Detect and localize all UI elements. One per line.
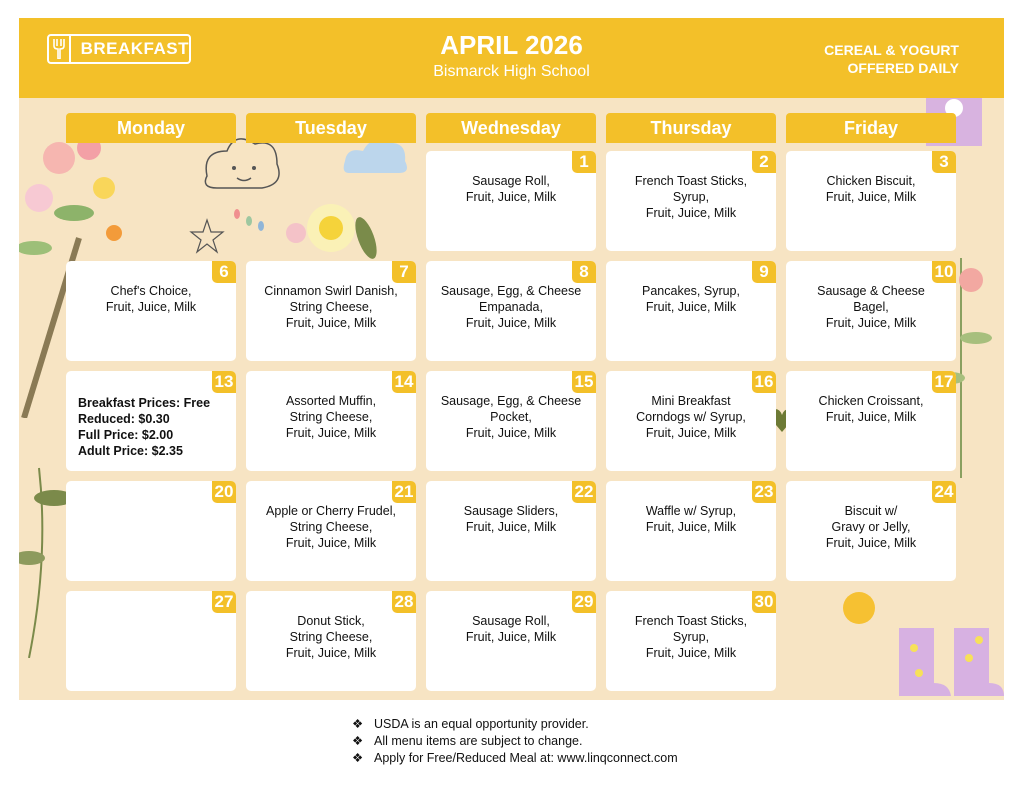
- menu-items: Waffle w/ Syrup, Fruit, Juice, Milk: [645, 504, 737, 534]
- date-number: 6: [212, 261, 236, 283]
- date-number: 8: [572, 261, 596, 283]
- day-cell: [246, 261, 416, 361]
- date-number: 29: [572, 591, 596, 613]
- star-doodle-icon: [189, 218, 225, 254]
- menu-items: Sausage & Cheese Bagel, Fruit, Juice, Milk: [817, 284, 925, 330]
- date-number: 7: [392, 261, 416, 283]
- footer-note: ❖ All menu items are subject to change.: [352, 734, 583, 748]
- date-number: 27: [212, 591, 236, 613]
- day-cell: [66, 591, 236, 691]
- menu-items: Donut Stick, String Cheese, Fruit, Juice, Milk: [285, 614, 377, 660]
- date-number: 2: [752, 151, 776, 173]
- day-cell: [426, 371, 596, 471]
- footer-notes: [352, 716, 678, 767]
- daily-offer-line-1: CEREAL & YOGURT: [824, 42, 959, 58]
- price-line: Adult Price: $2.35: [78, 444, 183, 458]
- day-cell: [246, 481, 416, 581]
- diamond-bullet-icon: ❖: [352, 751, 364, 765]
- day-cell: [66, 481, 236, 581]
- menu-items: Sausage, Egg, & Cheese Pocket, Fruit, Juice, Milk: [440, 394, 582, 440]
- menu-items: Sausage Roll, Fruit, Juice, Milk: [465, 174, 557, 204]
- date-number: 21: [392, 481, 416, 503]
- menu-items: Sausage, Egg, & Cheese Empanada, Fruit, Juice, Milk: [440, 284, 582, 330]
- date-number: 9: [752, 261, 776, 283]
- day-cell: [606, 261, 776, 361]
- footer-note: ❖ Apply for Free/Reduced Meal at: www.linqconnect.com: [352, 751, 678, 765]
- menu-items: Assorted Muffin, String Cheese, Fruit, Juice, Milk: [285, 394, 377, 440]
- date-number: 10: [932, 261, 956, 283]
- day-cell: [786, 151, 956, 251]
- price-line: Reduced: $0.30: [78, 412, 170, 426]
- menu-items: Chef's Choice, Fruit, Juice, Milk: [105, 284, 197, 314]
- date-number: 23: [752, 481, 776, 503]
- menu-items: Sausage Roll, Fruit, Juice, Milk: [465, 614, 557, 644]
- date-number: 1: [572, 151, 596, 173]
- day-cell: [426, 481, 596, 581]
- menu-items: Mini Breakfast Corndogs w/ Syrup, Fruit, Juice, Milk: [636, 394, 746, 440]
- day-cell: [606, 591, 776, 691]
- date-number: 24: [932, 481, 956, 503]
- breakfast-label: BREAKFAST: [80, 39, 189, 58]
- menu-items: Pancakes, Syrup, Fruit, Juice, Milk: [642, 284, 740, 314]
- day-cell: [426, 591, 596, 691]
- date-number: 22: [572, 481, 596, 503]
- diamond-bullet-icon: ❖: [352, 717, 364, 731]
- menu-items: French Toast Sticks, Syrup, Fruit, Juice, Milk: [634, 174, 748, 220]
- day-cell: [246, 591, 416, 691]
- day-cell: [786, 481, 956, 581]
- price-line: Breakfast Prices: Free: [78, 396, 211, 410]
- daily-offer-note: [824, 41, 959, 77]
- menu-items: Sausage Sliders, Fruit, Juice, Milk: [463, 504, 559, 534]
- date-number: 13: [212, 371, 236, 393]
- date-number: 20: [212, 481, 236, 503]
- school-name: Bismarck High School: [433, 63, 590, 80]
- date-number: 3: [932, 151, 956, 173]
- page-title: APRIL 2026: [440, 30, 583, 60]
- day-cell: [606, 371, 776, 471]
- date-number: 30: [752, 591, 776, 613]
- day-cell: [606, 151, 776, 251]
- breakfast-prices: [78, 395, 232, 459]
- footer-note: ❖ USDA is an equal opportunity provider.: [352, 717, 589, 731]
- day-cell: [786, 261, 956, 361]
- day-header-thursday: Thursday: [606, 113, 776, 143]
- date-number: 16: [752, 371, 776, 393]
- day-cell: [426, 261, 596, 361]
- day-cell: [66, 371, 236, 471]
- price-line: Full Price: $2.00: [78, 428, 174, 442]
- date-number: 15: [572, 371, 596, 393]
- date-number: 28: [392, 591, 416, 613]
- day-cell: [786, 371, 956, 471]
- menu-items: Biscuit w/ Gravy or Jelly, Fruit, Juice, Milk: [825, 504, 917, 550]
- day-cell: [426, 151, 596, 251]
- header-banner: [19, 18, 1004, 98]
- day-header-friday: Friday: [786, 113, 956, 143]
- calendar-page: [19, 18, 1004, 700]
- menu-items: Apple or Cherry Frudel, String Cheese, Fruit, Juice, Milk: [266, 504, 396, 550]
- menu-items: Chicken Croissant, Fruit, Juice, Milk: [818, 394, 924, 424]
- day-header-wednesday: Wednesday: [426, 113, 596, 143]
- diamond-bullet-icon: ❖: [352, 734, 364, 748]
- date-number: 17: [932, 371, 956, 393]
- day-cell: [246, 371, 416, 471]
- day-header-tuesday: Tuesday: [246, 113, 416, 143]
- day-cell: [606, 481, 776, 581]
- menu-items: Cinnamon Swirl Danish, String Cheese, Fruit, Juice, Milk: [264, 284, 398, 330]
- rain-boots-decoration: [819, 588, 1004, 700]
- day-header-monday: Monday: [66, 113, 236, 143]
- date-number: 14: [392, 371, 416, 393]
- day-cell: [66, 261, 236, 361]
- daily-offer-line-2: OFFERED DAILY: [847, 60, 959, 76]
- menu-items: Chicken Biscuit, Fruit, Juice, Milk: [825, 174, 917, 204]
- menu-items: French Toast Sticks, Syrup, Fruit, Juice, Milk: [634, 614, 748, 660]
